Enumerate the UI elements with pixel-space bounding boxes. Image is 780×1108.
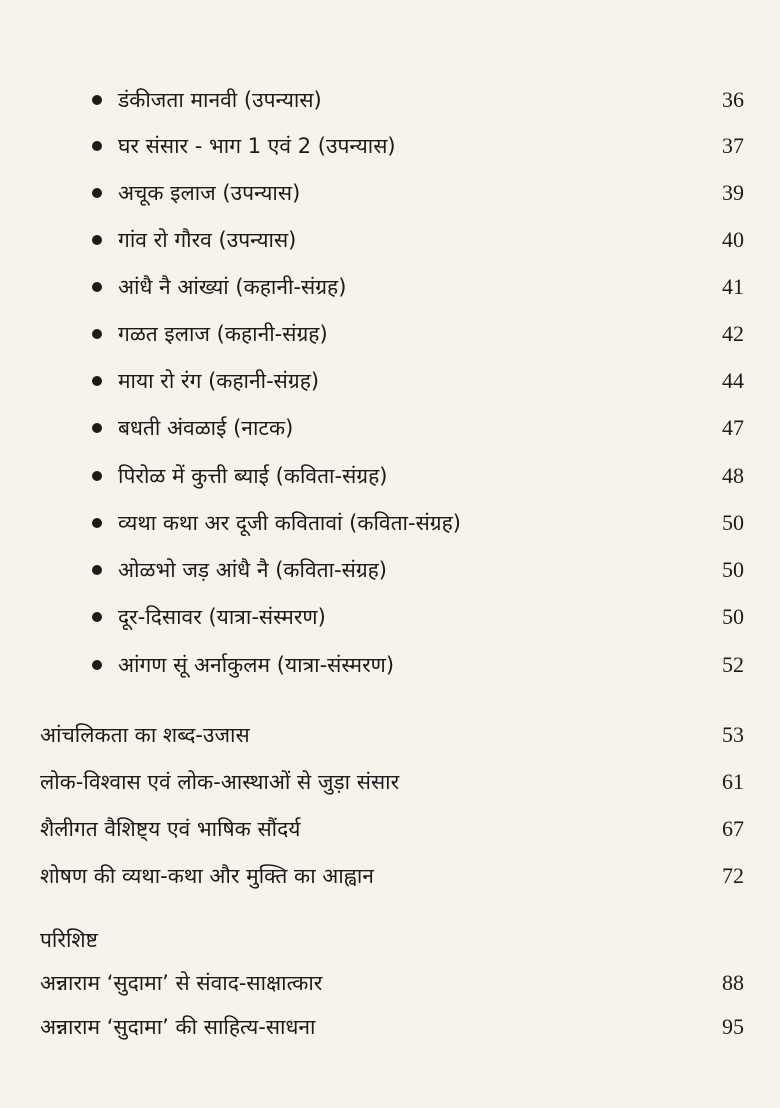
toc-subitem bbox=[0, 270, 780, 304]
toc-page-number: 50 bbox=[722, 604, 744, 629]
toc-title: आंधै नै आंख्यां (कहानी-संग्रह) bbox=[118, 275, 347, 299]
toc-title: पिरोळ में कुत्ती ब्याई (कविता-संग्रह) bbox=[118, 464, 388, 488]
toc-subitem bbox=[0, 459, 780, 493]
toc-subitem bbox=[0, 129, 780, 163]
toc-page-number: 72 bbox=[722, 863, 744, 888]
toc-subitem bbox=[0, 506, 780, 540]
toc-title: आंचलिकता का शब्द-उजास bbox=[40, 723, 250, 747]
toc-page-number: 42 bbox=[722, 321, 744, 346]
toc-subitem bbox=[0, 364, 780, 398]
toc-subitem bbox=[0, 648, 780, 682]
bullet-icon bbox=[92, 471, 102, 481]
bullet-icon bbox=[92, 518, 102, 528]
toc-page-number: 50 bbox=[722, 510, 744, 535]
toc-page-number: 47 bbox=[722, 415, 744, 440]
toc-chapter bbox=[0, 812, 780, 846]
toc-title: माया रो रंग (कहानी-संग्रह) bbox=[118, 369, 320, 393]
toc-page-number: 50 bbox=[722, 557, 744, 582]
toc-title: अन्नाराम ‘सुदामा’ की साहित्य-साधना bbox=[40, 1015, 316, 1039]
toc-subitem bbox=[0, 223, 780, 257]
toc-title: गांव रो गौरव (उपन्यास) bbox=[118, 228, 297, 252]
toc-title: ओळभो जड़ आंधै नै (कविता-संग्रह) bbox=[118, 558, 388, 582]
toc-page-number: 53 bbox=[722, 722, 744, 747]
toc-subitem bbox=[0, 317, 780, 351]
toc-page-number: 41 bbox=[722, 274, 744, 299]
toc-page-number: 48 bbox=[722, 463, 744, 488]
toc-title: व्यथा कथा अर दूजी कवितावां (कविता-संग्रह) bbox=[118, 511, 461, 535]
toc-subitem bbox=[0, 600, 780, 634]
toc-chapter bbox=[0, 718, 780, 752]
toc-page-number: 52 bbox=[722, 652, 744, 677]
bullet-icon bbox=[92, 282, 102, 292]
toc-page-number: 40 bbox=[722, 227, 744, 252]
toc-title: डंकीजता मानवी (उपन्यास) bbox=[118, 88, 322, 112]
bullet-icon bbox=[92, 95, 102, 105]
toc-page-number: 67 bbox=[722, 816, 744, 841]
toc-title: दूर-दिसावर (यात्रा-संस्मरण) bbox=[118, 605, 326, 629]
bullet-icon bbox=[92, 188, 102, 198]
toc-title: शैलीगत वैशिष्ट्य एवं भाषिक सौंदर्य bbox=[40, 817, 301, 841]
bullet-icon bbox=[92, 141, 102, 151]
toc-page-number: 61 bbox=[722, 769, 744, 794]
bullet-icon bbox=[92, 660, 102, 670]
toc-title: अचूक इलाज (उपन्यास) bbox=[118, 181, 301, 205]
bullet-icon bbox=[92, 565, 102, 575]
toc-page-number: 37 bbox=[722, 133, 744, 158]
toc-appendix-item bbox=[0, 966, 780, 1000]
bullet-icon bbox=[92, 376, 102, 386]
bullet-icon bbox=[92, 423, 102, 433]
toc-subitem bbox=[0, 553, 780, 587]
toc-heading: परिशिष्ट bbox=[40, 928, 98, 952]
toc-subitem bbox=[0, 176, 780, 210]
toc-chapter bbox=[0, 859, 780, 893]
toc-appendix-item bbox=[0, 1010, 780, 1044]
toc-page-number: 95 bbox=[722, 1014, 744, 1039]
toc-title: बधती अंवळाई (नाटक) bbox=[118, 416, 294, 440]
toc-page-number: 44 bbox=[722, 368, 744, 393]
toc-page-number: 39 bbox=[722, 180, 744, 205]
appendix-heading bbox=[0, 923, 780, 957]
toc-title: अन्नाराम ‘सुदामा’ से संवाद-साक्षात्कार bbox=[40, 971, 323, 995]
bullet-icon bbox=[92, 235, 102, 245]
toc-title: गळत इलाज (कहानी-संग्रह) bbox=[118, 322, 328, 346]
toc-subitem bbox=[0, 411, 780, 445]
toc-title: शोषण की व्यथा-कथा और मुक्ति का आह्वान bbox=[40, 864, 374, 888]
toc-subitem bbox=[0, 83, 780, 117]
toc-title: लोक-विश्वास एवं लोक-आस्थाओं से जुड़ा संसार bbox=[40, 770, 400, 794]
bullet-icon bbox=[92, 612, 102, 622]
toc-page-number: 88 bbox=[722, 970, 744, 995]
toc-chapter bbox=[0, 765, 780, 799]
bullet-icon bbox=[92, 329, 102, 339]
toc-title: घर संसार - भाग 1 एवं 2 (उपन्यास) bbox=[118, 134, 396, 158]
toc-title: आंगण सूं अर्नाकुलम (यात्रा-संस्मरण) bbox=[118, 653, 395, 677]
toc-page-number: 36 bbox=[722, 87, 744, 112]
